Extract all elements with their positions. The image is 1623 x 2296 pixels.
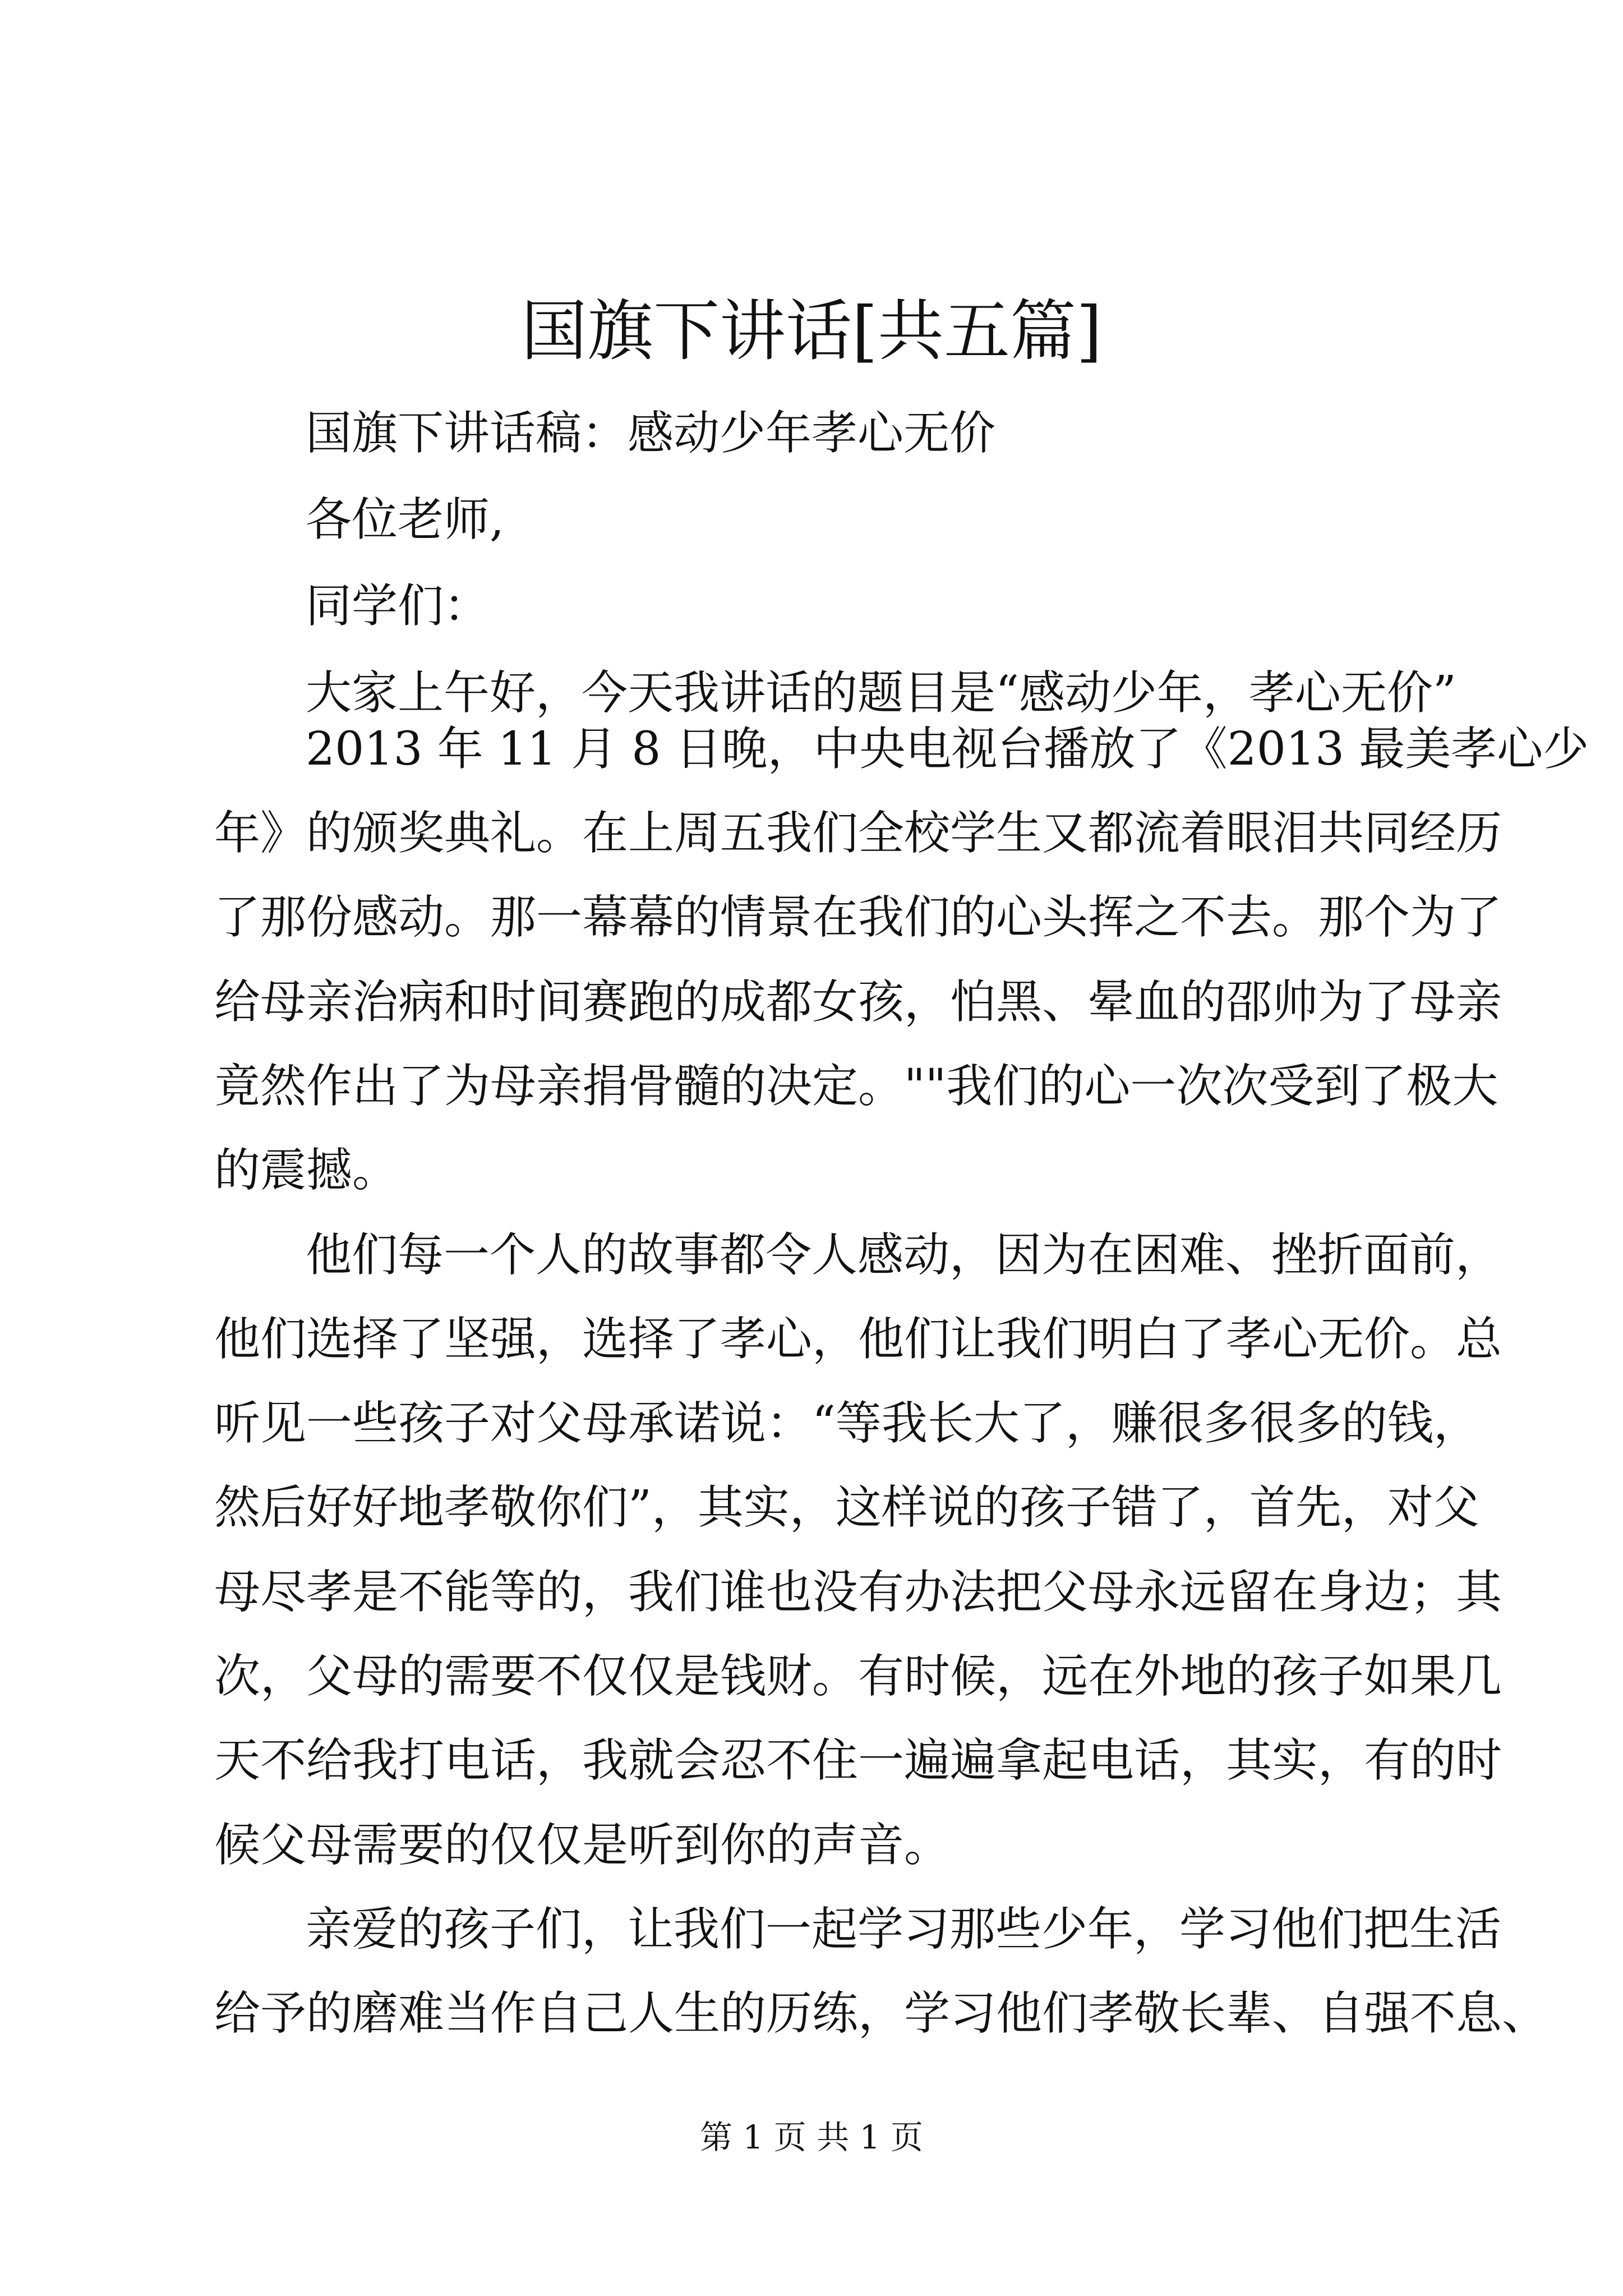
paragraph-2-line-5: 母尽孝是不能等的，我们谁也没有办法把父母永远留在身边；其 xyxy=(214,1566,1502,1619)
greeting-students: 同学们： xyxy=(306,579,490,633)
paragraph-2-line-3: 听见一些孩子对父母承诺说：“等我长大了，赚很多很多的钱， xyxy=(214,1397,1479,1450)
paragraph-2-line-1: 他们每一个人的故事都令人感动，因为在困难、挫折面前， xyxy=(306,1228,1502,1282)
paragraph-2-line-2: 他们选择了坚强，选择了孝心，他们让我们明白了孝心无价。总 xyxy=(214,1313,1502,1366)
paragraph-1-line-1: 2013 年 11 月 8 日晚，中央电视台播放了《2013 最美孝心少 xyxy=(306,723,1589,776)
subtitle-line: 国旗下讲话稿：感动少年孝心无价 xyxy=(306,407,996,460)
topic-line: 大家上午好，今天我讲话的题目是“感动少年，孝心无价” xyxy=(306,666,1456,720)
paragraph-3-line-1: 亲爱的孩子们，让我们一起学习那些少年，学习他们把生活 xyxy=(306,1903,1502,1956)
paragraph-2-line-8: 候父母需要的仅仅是听到你的声音。 xyxy=(214,1819,951,1872)
page-footer: 第 1 页 共 1 页 xyxy=(700,2118,923,2156)
paragraph-2-line-7: 天不给我打电话，我就会忍不住一遍遍拿起电话，其实，有的时 xyxy=(214,1734,1502,1787)
paragraph-1-line-4: 给母亲治病和时间赛跑的成都女孩，怕黑、晕血的邵帅为了母亲 xyxy=(214,976,1502,1029)
paragraph-1-line-6: 的震撼。 xyxy=(214,1144,399,1197)
document-title: 国旗下讲话[共五篇] xyxy=(520,292,1103,370)
paragraph-1-line-2: 年》的颁奖典礼。在上周五我们全校学生又都流着眼泪共同经历 xyxy=(214,807,1502,860)
paragraph-2-line-6: 次，父母的需要不仅仅是钱财。有时候，远在外地的孩子如果几 xyxy=(214,1650,1502,1703)
paragraph-1-line-3: 了那份感动。那一幕幕的情景在我们的心头挥之不去。那个为了 xyxy=(214,891,1502,944)
paragraph-3-line-2: 给予的磨难当作自己人生的历练，学习他们孝敬长辈、自强不息、 xyxy=(214,1987,1548,2040)
greeting-teachers: 各位老师, xyxy=(306,493,505,546)
paragraph-2-line-4: 然后好好地孝敬你们”，其实，这样说的孩子错了，首先，对父 xyxy=(214,1481,1479,1534)
paragraph-1-line-5: 竟然作出了为母亲捐骨髓的决定。""我们的心一次次受到了极大 xyxy=(214,1060,1498,1113)
